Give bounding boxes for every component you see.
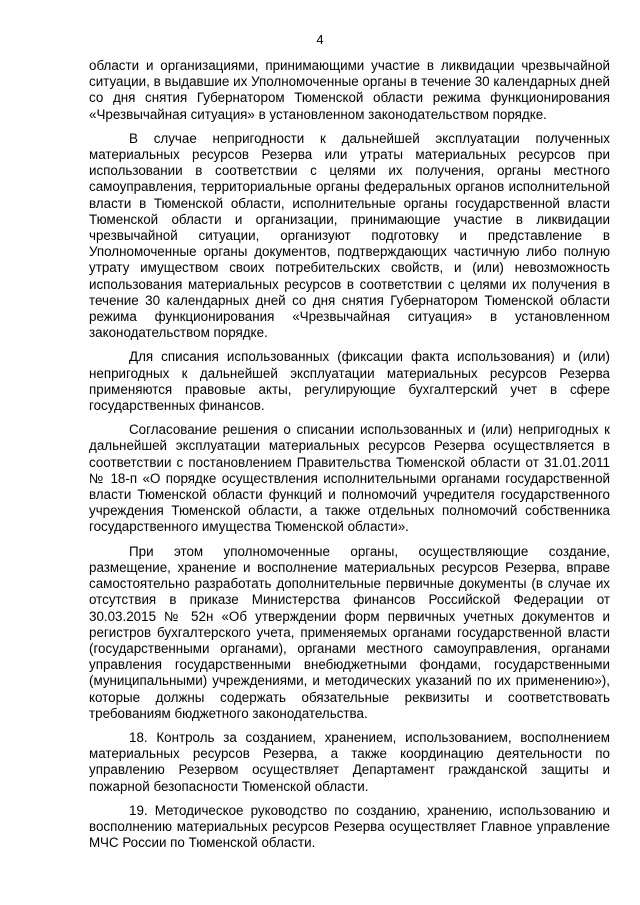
paragraph-continuation: области и организациями, принимающими участие в ликвидации чрезвычайной ситуации, в выдавшие их Уполномоченные органы в течение 30 календарных дней со дня снятия Губернатором Тюменской области режима функционирования «Чрезвычайная ситуация» в установленном законодательством порядке. — [89, 58, 610, 122]
paragraph-write-off-approval: Согласование решения о списании использованных и (или) непригодных к дальнейшей эксплуатации материальных ресурсов Резерва осуществляется в соответствии с постановлением Правительства Тюменской области от 31.01.2011 № 18-п «О порядке осуществления исполнительными органами государственной власти Тюменской области функций и полномочий учредителя государственного учреждения Тюменской области, а также отдельных полномочий собственника государственного имущества Тюменской области». — [89, 422, 610, 535]
paragraph-unusable-resources: В случае непригодности к дальнейшей эксплуатации полученных материальных ресурсов Резерва или утраты материальных ресурсов при использовании в соответствии с целями их получения, органы местного самоуправления, территориальные органы федеральных органов исполнительной власти в Тюменской области, исполнительные органы государственной власти Тюменской области и организации, принимающие участие в ликвидации чрезвычайной ситуации, организуют подготовку и представление в Уполномоченные органы документов, подтверждающих частичную либо полную утрату имуществом своих потребительских свойств, и (или) невозможность использования материальных ресурсов в соответствии с целями их получения в течение 30 календарных дней со дня снятия Губернатором Тюменской области режима функционирования «Чрезвычайная ситуация» в установленном законодательством порядке. — [89, 130, 610, 341]
document-body — [89, 58, 610, 859]
paragraph-primary-documents: При этом уполномоченные органы, осуществляющие создание, размещение, хранение и восполнение материальных ресурсов Резерва, вправе самостоятельно разработать дополнительные первичные документы (в случае их отсутствия в приказе Министерства финансов Российской Федерации от 30.03.2015 № 52н «Об утверждении форм первичных учетных документов и регистров бухгалтерского учета, применяемых органами государственной власти (государственными органами), органами местного самоуправления, органами управления государственными внебюджетными фондами, государственными (муниципальными) учреждениями, и методических указаний по их применению»), которые должны содержать обязательные реквизиты и соответствовать требованиям бюджетного законодательства. — [89, 543, 610, 721]
paragraph-item-18: 18. Контроль за созданием, хранением, использованием, восполнением материальных ресурсов Резерва, а также координацию деятельности по управлению Резервом осуществляет Департамент гражданской защиты и пожарной безопасности Тюменской области. — [89, 729, 610, 794]
page-number: 4 — [316, 32, 324, 47]
paragraph-item-19: 19. Методическое руководство по созданию, хранению, использованию и восполнению материальных ресурсов Резерва осуществляет Главное управление МЧС России по Тюменской области. — [89, 802, 610, 851]
paragraph-write-off-acts: Для списания использованных (фиксации факта использования) и (или) непригодных к дальнейшей эксплуатации материальных ресурсов Резерва применяются правовые акты, регулирующие бухгалтерский учет в сфере государственных финансов. — [89, 349, 610, 414]
